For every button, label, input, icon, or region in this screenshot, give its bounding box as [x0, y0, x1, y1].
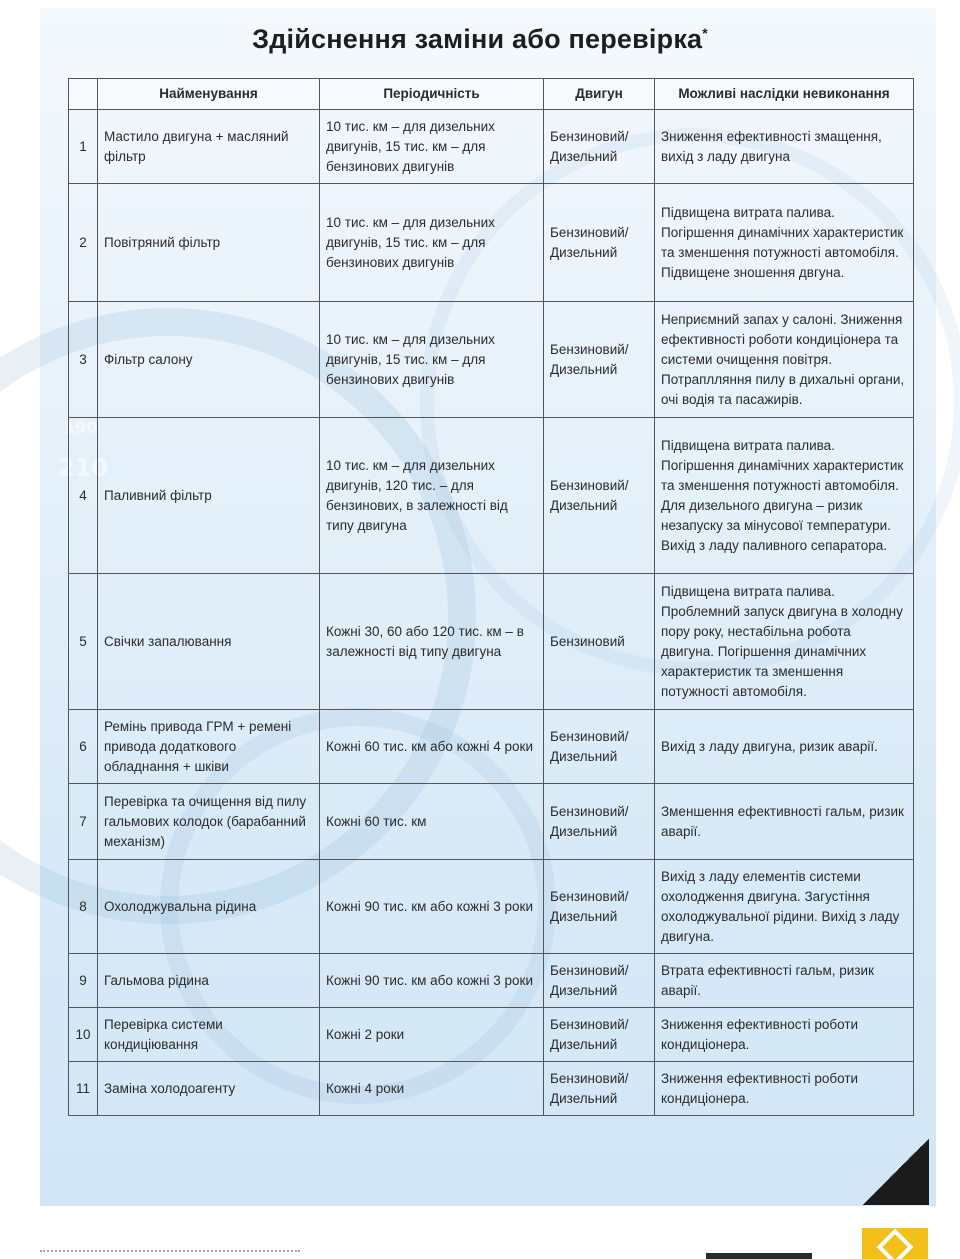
row-engine: Бензиновий/ Дизельний — [544, 110, 655, 184]
table-row — [69, 574, 914, 710]
footnote-mark: * — [702, 25, 708, 41]
page-title — [0, 24, 960, 55]
row-number: 2 — [69, 184, 98, 302]
row-engine: Бензиновий/ Дизельний — [544, 860, 655, 954]
row-name: Охолоджувальна рідина — [98, 860, 320, 954]
row-name: Паливний фільтр — [98, 418, 320, 574]
row-name: Перевірка та очищення від пилу гальмових колодок (барабанний механізм) — [98, 784, 320, 860]
row-periodicity: Кожні 30, 60 або 120 тис. км – в залежності від типу двигуна — [320, 574, 544, 710]
row-number: 6 — [69, 710, 98, 784]
row-engine: Бензиновий — [544, 574, 655, 710]
row-consequences: Неприємний запах у салоні. Зниження ефективності роботи кондиціонера та системи очищення повітря. Потраплляння пилу в дихальні органи, очі водія та пасажирів. — [655, 302, 914, 418]
table-row — [69, 302, 914, 418]
table-row — [69, 954, 914, 1008]
row-engine: Бензиновий/ Дизельний — [544, 710, 655, 784]
table-row — [69, 110, 914, 184]
row-number: 8 — [69, 860, 98, 954]
row-engine: Бензиновий/ Дизельний — [544, 954, 655, 1008]
row-periodicity: 10 тис. км – для дизельних двигунів, 15 тис. км – для бензинових двигунів — [320, 302, 544, 418]
row-periodicity: 10 тис. км – для дизельних двигунів, 15 тис. км – для бензинових двигунів — [320, 184, 544, 302]
row-periodicity: 10 тис. км – для дизельних двигунів, 15 тис. км – для бензинових двигунів — [320, 110, 544, 184]
table-row — [69, 784, 914, 860]
row-consequences: Зниження ефективності роботи кондиціонера. — [655, 1008, 914, 1062]
brand-logo — [862, 1228, 928, 1259]
row-number: 9 — [69, 954, 98, 1008]
row-name: Гальмова рідина — [98, 954, 320, 1008]
row-engine: Бензиновий/ Дизельний — [544, 1008, 655, 1062]
page-title-text: Здійснення заміни або перевірка — [252, 24, 703, 54]
row-name: Перевірка системи кондиціювання — [98, 1008, 320, 1062]
row-engine: Бензиновий/ Дизельний — [544, 418, 655, 574]
row-number: 4 — [69, 418, 98, 574]
header-consequences: Можливі наслідки невиконання — [655, 79, 914, 110]
header-engine: Двигун — [544, 79, 655, 110]
row-consequences: Вихід з ладу елементів системи охолодження двигуна. Загустіння охолоджувальної рідини. Вихід з ладу двигуна. — [655, 860, 914, 954]
row-number: 3 — [69, 302, 98, 418]
table-header-row — [69, 79, 914, 110]
table-row — [69, 710, 914, 784]
row-periodicity: Кожні 90 тис. км або кожні 3 роки — [320, 954, 544, 1008]
footer-bar — [706, 1253, 812, 1259]
row-engine: Бензиновий/ Дизельний — [544, 184, 655, 302]
header-name: Найменування — [98, 79, 320, 110]
row-engine: Бензиновий/ Дизельний — [544, 1062, 655, 1116]
gauge-number: 190 — [64, 418, 98, 437]
row-number: 1 — [69, 110, 98, 184]
table-row — [69, 1062, 914, 1116]
row-engine: Бензиновий/ Дизельний — [544, 784, 655, 860]
row-name: Ремінь привода ГРМ + ремені привода додаткового обладнання + шківи — [98, 710, 320, 784]
row-name: Фільтр салону — [98, 302, 320, 418]
row-name: Повітряний фільтр — [98, 184, 320, 302]
row-consequences: Підвищена витрата палива. Погіршення динамічних характеристик та зменшення потужності автомобіля. Підвищене зношення двгуна. — [655, 184, 914, 302]
row-periodicity: Кожні 60 тис. км або кожні 4 роки — [320, 710, 544, 784]
row-name: Мастило двигуна + масляний фільтр — [98, 110, 320, 184]
row-number: 7 — [69, 784, 98, 860]
table-row — [69, 418, 914, 574]
row-periodicity: 10 тис. км – для дизельних двигунів, 120 тис. – для бензинових, в залежності від типу двигуна — [320, 418, 544, 574]
header-number — [69, 79, 98, 110]
row-periodicity: Кожні 60 тис. км — [320, 784, 544, 860]
table-row — [69, 1008, 914, 1062]
row-periodicity: Кожні 2 роки — [320, 1008, 544, 1062]
page-corner-triangle — [863, 1138, 929, 1205]
footer-dotted-line — [40, 1250, 300, 1257]
gauge-number: 210 — [58, 454, 109, 482]
header-periodicity: Періодичність — [320, 79, 544, 110]
table-row — [69, 184, 914, 302]
row-periodicity: Кожні 90 тис. км або кожні 3 роки — [320, 860, 544, 954]
maintenance-table — [68, 78, 914, 1116]
table-row — [69, 860, 914, 954]
row-consequences: Втрата ефективності гальм, ризик аварії. — [655, 954, 914, 1008]
diamond-logo-icon — [877, 1229, 914, 1259]
row-consequences: Зменшення ефективності гальм, ризик аварії. — [655, 784, 914, 860]
row-periodicity: Кожні 4 роки — [320, 1062, 544, 1116]
row-engine: Бензиновий/ Дизельний — [544, 302, 655, 418]
row-consequences: Зниження ефективності роботи кондиціонера. — [655, 1062, 914, 1116]
row-number: 10 — [69, 1008, 98, 1062]
row-number: 5 — [69, 574, 98, 710]
row-consequences: Підвищена витрата палива. Погіршення динамічних характеристик та зменшення потужності автомобіля. Для дизельного двигуна – ризик незапуску за мінусової температури. Вихід з ладу паливного сепаратора. — [655, 418, 914, 574]
row-consequences: Підвищена витрата палива. Проблемний запуск двигуна в холодну пору року, нестабільна робота двигуна. Погіршення динамічних характеристик та зменшення потужності автомобіля. — [655, 574, 914, 710]
row-number: 11 — [69, 1062, 98, 1116]
row-name: Свічки запалювання — [98, 574, 320, 710]
row-consequences: Вихід з ладу двигуна, ризик аварії. — [655, 710, 914, 784]
row-consequences: Зниження ефективності змащення, вихід з ладу двигуна — [655, 110, 914, 184]
row-name: Заміна холодоагенту — [98, 1062, 320, 1116]
